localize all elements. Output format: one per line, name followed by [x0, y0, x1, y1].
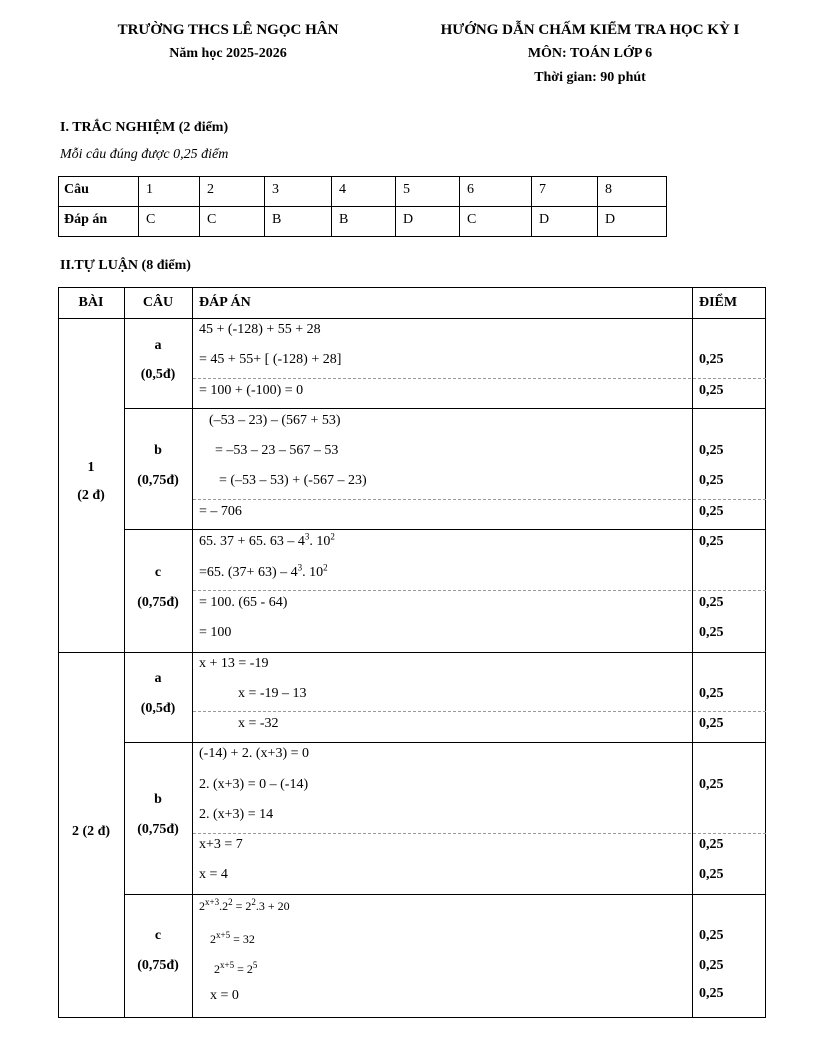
mc-answer: C: [467, 212, 477, 227]
mc-question-number: 3: [272, 182, 279, 197]
mc-question-number: 8: [605, 182, 612, 197]
part2-title: II.TỰ LUẬN (8 điểm): [60, 258, 191, 273]
score: 0,25: [699, 777, 724, 792]
answer-step: x = -19 – 13: [238, 686, 307, 701]
cau-label: b: [154, 443, 162, 458]
cau-points: (0,75đ): [137, 958, 179, 973]
score: 0,25: [699, 686, 724, 701]
answer-step: x = 0: [210, 988, 239, 1003]
bai-1-points: (2 đ): [77, 488, 105, 503]
score: 0,25: [699, 928, 724, 943]
answer-step: = 45 + 55+ [ (-128) + 28]: [199, 352, 342, 367]
cau-label: b: [154, 792, 162, 807]
header-dap-an: ĐÁP ÁN: [199, 295, 251, 310]
score: 0,25: [699, 867, 724, 882]
answer-step: 2. (x+3) = 0 – (-14): [199, 777, 309, 792]
score: 0,25: [699, 625, 724, 640]
mc-answer: B: [272, 212, 282, 227]
answer-step: = 100 + (-100) = 0: [199, 383, 304, 398]
mc-question-number: 6: [467, 182, 474, 197]
mc-question-number: 1: [146, 182, 153, 197]
mc-row-label-answer: Đáp án: [64, 212, 108, 227]
header-diem: ĐIỂM: [699, 295, 738, 310]
score: 0,25: [699, 504, 724, 519]
mc-answer: D: [539, 212, 550, 227]
cau-points: (0,75đ): [137, 595, 179, 610]
answer-step: $2^{x+5} = 2^5$: [214, 960, 258, 976]
school-name: TRƯỜNG THCS LÊ NGỌC HÂN: [117, 22, 339, 38]
bai-1-label: 1: [87, 460, 95, 475]
answer-step: = 100. (65 - 64): [199, 595, 288, 610]
score: 0,25: [699, 383, 724, 398]
score: 0,25: [699, 986, 724, 1001]
answer-step: = –53 – 23 – 567 – 53: [215, 443, 339, 458]
part1-note: Mỗi câu đúng được 0,25 điểm: [60, 147, 229, 162]
score: 0,25: [699, 958, 724, 973]
exam-time: Thời gian: 90 phút: [534, 70, 646, 85]
score: 0,25: [699, 443, 724, 458]
cau-points: (0,75đ): [137, 822, 179, 837]
part1-title: I. TRẮC NGHIỆM (2 điểm): [60, 120, 229, 135]
score: 0,25: [699, 534, 724, 549]
subject-title: MÔN: TOÁN LỚP 6: [527, 46, 653, 61]
cau-points: (0,5đ): [140, 701, 176, 716]
score: 0,25: [699, 716, 724, 731]
cau-points: (0,5đ): [140, 367, 176, 382]
answer-step: (–53 – 23) – (567 + 53): [209, 413, 341, 428]
answer-step: x + 13 = -19: [199, 656, 269, 671]
document-title: HƯỚNG DẪN CHẤM KIỂM TRA HỌC KỲ I: [440, 22, 740, 38]
answer-step: 45 + (-128) + 55 + 28: [199, 322, 321, 337]
answer-step: $2^{x+5} = 32$: [210, 930, 255, 946]
mc-answer: C: [146, 212, 156, 227]
answer-step: x = 4: [199, 867, 228, 882]
school-year: Năm học 2025-2026: [169, 46, 287, 61]
answer-step: (-14) + 2. (x+3) = 0: [199, 746, 309, 761]
score: 0,25: [699, 352, 724, 367]
header-cau: CÂU: [142, 295, 174, 310]
answer-step: x = -32: [238, 716, 279, 731]
answer-step: 2. (x+3) = 14: [199, 807, 274, 822]
answer-step: = (–53 – 53) + (-567 – 23): [219, 473, 367, 488]
mc-question-number: 5: [403, 182, 410, 197]
mc-answer: D: [403, 212, 414, 227]
score: 0,25: [699, 595, 724, 610]
answer-step: =65. $(37+ 63) - 4^3$. $10^2$: [199, 562, 328, 580]
cau-points: (0,75đ): [137, 473, 179, 488]
answer-step: = 100: [199, 625, 232, 640]
mc-answer: D: [605, 212, 616, 227]
mc-answer: C: [207, 212, 217, 227]
mc-question-number: 2: [207, 182, 214, 197]
mc-row-label-question: Câu: [64, 182, 89, 197]
cau-label: c: [154, 565, 162, 580]
mc-question-number: 7: [539, 182, 546, 197]
answer-step: 65. 37 + 65. $63 - 4^3$. $10^2$: [199, 531, 335, 549]
answer-step: = – 706: [199, 504, 242, 519]
cau-label: c: [154, 928, 162, 943]
answer-step: x+3 = 7: [199, 837, 243, 852]
cau-label: a: [154, 671, 162, 686]
cau-label: a: [154, 338, 162, 353]
mc-answer: B: [339, 212, 349, 227]
answer-step: $2^{x+3}.2^2 = 2^2.3 + 20$: [199, 897, 290, 913]
bai-2-label: 2 (2 đ): [71, 824, 111, 839]
score: 0,25: [699, 837, 724, 852]
header-bai: BÀI: [78, 295, 104, 310]
mc-question-number: 4: [339, 182, 346, 197]
score: 0,25: [699, 473, 724, 488]
